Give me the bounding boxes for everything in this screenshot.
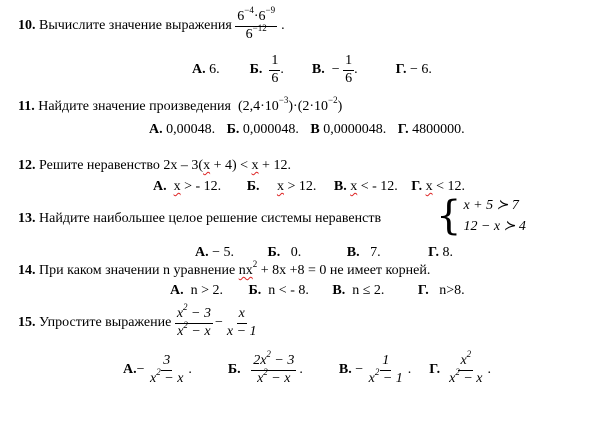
answer-c[interactable]: В. 7. (346, 245, 381, 260)
answer-d[interactable]: Г. − 6. (395, 62, 432, 77)
inequality-system (436, 193, 526, 239)
question-number: 13. (18, 211, 36, 226)
answer-b[interactable]: Б. x > 12. (246, 179, 317, 194)
question-number: 14. (18, 263, 36, 278)
question-10: 10. Вычислите значение выражения $\frac{6^{-4}\cdot 6^{-9}}{6^{-12}}$ . (18, 5, 285, 42)
answer-d[interactable]: Г. x < 12. (411, 179, 465, 194)
expression: $(2,4\cdot 10^{-3})\cdot(2\cdot 10^{-2})$ (237, 95, 343, 114)
answers-15 (123, 350, 491, 390)
question-number: 11. (18, 99, 35, 114)
answers-12 (153, 180, 465, 194)
answer-b[interactable]: Б. n < - 8. (248, 283, 309, 298)
answer-d[interactable]: Г. 4800000. (397, 122, 465, 137)
question-12: 12. Решите неравенство 2x – 3(x + 4) < x + 12. (18, 158, 291, 173)
answer-a[interactable]: А. − 5. (195, 245, 235, 260)
question-13 (18, 212, 381, 226)
answer-b[interactable]: Б. $\frac{2x^2 - 3}{x^2 - x}$ . (227, 349, 303, 386)
answer-a[interactable]: А. 0,00048. (149, 122, 216, 137)
answer-c[interactable]: В 0,0000048. (310, 122, 387, 137)
answers-11 (149, 123, 465, 137)
question-number: 12. (18, 158, 36, 173)
answer-b[interactable]: Б. 0,000048. (226, 122, 299, 137)
answer-a[interactable]: А. x > - 12. (153, 179, 222, 194)
answer-d[interactable]: Г. $\frac{x^2}{x^2 - x}$ . (429, 349, 491, 386)
expression-fraction: $\frac{6^{-4}\cdot 6^{-9}}{6^{-12}}$ (237, 5, 276, 42)
answer-d[interactable]: Г. 8. (428, 245, 453, 260)
answers-13 (195, 246, 453, 260)
answer-a[interactable]: А. 6. (192, 62, 220, 77)
system-line-1: x + 5 ≻ 7 (463, 197, 519, 213)
question-11 (18, 95, 343, 114)
answer-c[interactable]: В. − $\frac{1}{6}$ . (311, 52, 358, 86)
question-text: Упростите выражение (39, 315, 172, 330)
answer-c[interactable]: В. n ≤ 2. (332, 283, 385, 298)
question-number: 10. (18, 18, 36, 33)
answer-a[interactable]: А. n > 2. (170, 283, 224, 298)
answer-c[interactable]: В. − $\frac{1}{x^2 - 1}$ . (338, 352, 412, 386)
answer-b[interactable]: Б. 0. (267, 245, 302, 260)
fraction-1: $\frac{x^2 - 3}{x^2 - x}$ (176, 302, 211, 339)
answer-c[interactable]: В. x < - 12. (333, 179, 398, 194)
answers-14 (170, 284, 465, 298)
question-text: Найдите значение произведения (38, 99, 231, 114)
answer-d[interactable]: Г. n>8. (417, 283, 465, 298)
answer-b[interactable]: Б. $\frac{1}{6}$ . (249, 52, 284, 86)
question-number: 15. (18, 315, 36, 330)
question-text: Найдите наибольшее целое решение системы неравенств (39, 211, 382, 226)
answer-a[interactable]: А. − $\frac{3}{x^2 - x}$ . (123, 352, 192, 386)
question-14: 14. При каком значении n уравнение $nx^2 + 8x +8 = 0$ не имеет корней. (18, 259, 431, 278)
fraction-2: $\frac{x}{x - 1}$ (226, 305, 257, 339)
question-15: 15. Упростите выражение $\frac{x^2 - 3}{x^2 - x}$ − $\frac{x}{x - 1}$ (18, 302, 257, 339)
question-text: Вычислите значение выражения (39, 18, 232, 33)
answers-10 (192, 52, 432, 88)
system-line-2: 12 − x ≻ 4 (463, 219, 526, 234)
brace-symbol: { (436, 193, 462, 239)
